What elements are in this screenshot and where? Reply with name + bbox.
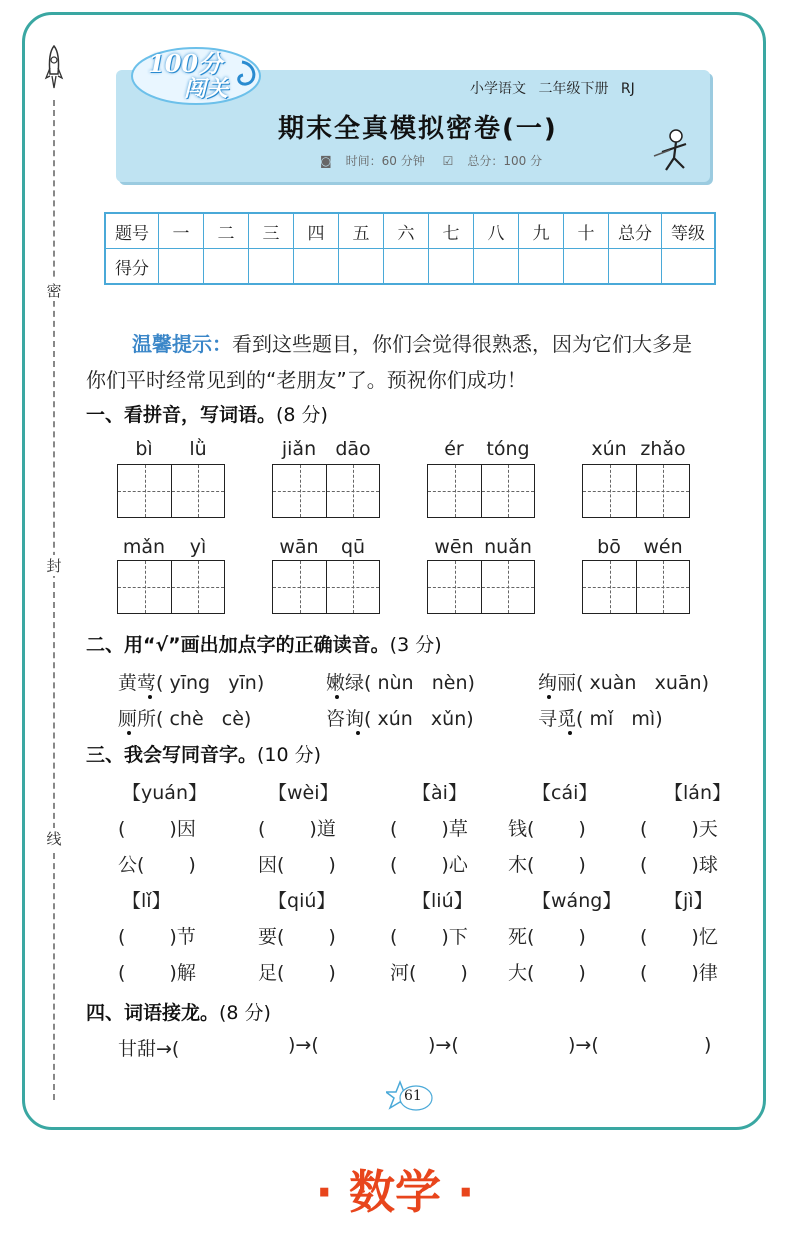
score-table-header-row: [105, 213, 715, 249]
s1-pinyin: wén: [643, 536, 683, 558]
s3-blank[interactable]: 死( ): [508, 926, 586, 948]
section-4-heading: 四、词语接龙。: [86, 1002, 220, 1024]
rocket-icon: [44, 44, 64, 94]
s3-blank[interactable]: 木( ): [508, 854, 586, 876]
s1-pinyin: wān: [279, 536, 319, 558]
section-2-title: [86, 630, 442, 657]
total-score: 总分：100 分: [467, 154, 543, 168]
s2-item[interactable]: 咨询( xún xǔn): [326, 708, 474, 730]
s1-pinyin: bì: [135, 438, 153, 460]
s1-writing-grid[interactable]: [272, 464, 380, 518]
s1-writing-grid[interactable]: [272, 560, 380, 614]
s3-blank[interactable]: 钱( ): [508, 818, 586, 840]
score-input-cell[interactable]: [429, 249, 474, 285]
footer-subject: · 数学 ·: [315, 1165, 475, 1219]
s3-blank[interactable]: ( )天: [640, 818, 718, 840]
score-input-cell[interactable]: [609, 249, 662, 285]
section-3-heading: 三、我会写同音字。: [86, 744, 258, 766]
score-input-cell[interactable]: [564, 249, 609, 285]
s1-pinyin: dāo: [335, 438, 371, 460]
s4-chain-part[interactable]: )→(: [288, 1034, 319, 1056]
tip-line-1: 看到这些题目，你们会觉得很熟悉，因为它们大多是: [232, 332, 692, 356]
s1-pinyin: bō: [597, 536, 621, 558]
score-input-cell[interactable]: [474, 249, 519, 285]
s1-pinyin: qū: [340, 536, 366, 558]
time-limit: 时间：60 分钟: [345, 154, 425, 168]
s3-blank[interactable]: ( )节: [118, 926, 196, 948]
s3-blank[interactable]: 河( ): [390, 962, 468, 984]
s2-item[interactable]: 寻觅( mǐ mì): [538, 708, 663, 730]
ninja-icon: [650, 126, 700, 176]
s3-blank[interactable]: 因( ): [258, 854, 336, 876]
s1-writing-grid[interactable]: [427, 464, 535, 518]
logo-bottom-text: 闯关: [184, 77, 229, 102]
tip-label: 温馨提示：: [132, 332, 232, 356]
logo-top-text: 100分: [148, 49, 223, 78]
score-input-cell[interactable]: [339, 249, 384, 285]
s3-pinyin: 【wèi】: [268, 782, 339, 804]
score-cell: 五: [339, 213, 384, 249]
section-2-points: (3 分): [389, 634, 442, 656]
s1-pinyin: tóng: [486, 438, 530, 460]
s2-item[interactable]: 嫩绿( nùn nèn): [326, 672, 475, 694]
s2-item[interactable]: 黄莺( yīng yīn): [118, 672, 265, 694]
s2-item[interactable]: 绚丽( xuàn xuān): [538, 672, 709, 694]
emphasis-dot: [547, 695, 551, 699]
section-1-points: (8 分): [276, 404, 328, 426]
score-cell: 一: [159, 213, 204, 249]
s3-pinyin: 【jì】: [664, 890, 713, 912]
s3-blank[interactable]: ( )球: [640, 854, 718, 876]
edition: RJ: [620, 81, 635, 97]
score-row-label: 得分: [105, 249, 159, 285]
score-cell: 总分: [609, 213, 662, 249]
tip-paragraph: [86, 326, 750, 398]
s3-pinyin: 【ài】: [412, 782, 467, 804]
emphasis-dot: [568, 731, 572, 735]
section-1-heading: 一、看拼音，写词语。: [86, 404, 277, 426]
subject: 小学语文: [470, 81, 526, 97]
s3-blank[interactable]: 大( ): [508, 962, 586, 984]
emphasis-dot: [127, 731, 131, 735]
s3-blank[interactable]: ( )律: [640, 962, 718, 984]
s3-blank[interactable]: ( )道: [258, 818, 336, 840]
s3-blank[interactable]: 公( ): [118, 854, 196, 876]
s3-pinyin: 【qiú】: [268, 890, 336, 912]
s3-pinyin: 【liú】: [412, 890, 473, 912]
clock-icon: ◙: [320, 154, 332, 168]
page-number: [386, 1078, 436, 1118]
footer-subject-text: 数学: [349, 1165, 441, 1219]
section-4-title: [86, 998, 271, 1025]
s1-pinyin: xún: [591, 438, 627, 460]
section-3-title: [86, 740, 321, 767]
s2-item[interactable]: 厕所( chè cè): [118, 708, 252, 730]
score-cell: 七: [429, 213, 474, 249]
score-input-cell[interactable]: [662, 249, 716, 285]
s3-blank[interactable]: ( )心: [390, 854, 468, 876]
score-table-score-row: [105, 249, 715, 285]
score-cell: 三: [249, 213, 294, 249]
s3-blank[interactable]: ( )下: [390, 926, 468, 948]
s1-pinyin: yì: [189, 536, 207, 558]
score-cell: 六: [384, 213, 429, 249]
s3-blank[interactable]: 足( ): [258, 962, 336, 984]
section-1-title: [86, 400, 328, 427]
s3-blank[interactable]: ( )忆: [640, 926, 718, 948]
binding-line: [53, 100, 55, 1100]
page-number-text: 61: [404, 1088, 422, 1104]
score-input-cell[interactable]: [294, 249, 339, 285]
score-input-cell[interactable]: [384, 249, 429, 285]
score-cell: 四: [294, 213, 339, 249]
check-icon: ☑: [442, 154, 454, 168]
score-input-cell[interactable]: [204, 249, 249, 285]
emphasis-dot: [356, 731, 360, 735]
section-2-heading: 二、用“√”画出加点字的正确读音。: [86, 634, 390, 656]
s3-blank[interactable]: ( )草: [390, 818, 468, 840]
score-cell: 十: [564, 213, 609, 249]
s1-writing-grid[interactable]: [582, 560, 690, 614]
s3-pinyin: 【wáng】: [532, 890, 622, 912]
s1-pinyin: wēn: [434, 536, 474, 558]
s1-writing-grid[interactable]: [427, 560, 535, 614]
s4-chain-part[interactable]: 甘甜→(: [118, 1038, 180, 1060]
s4-chain-part[interactable]: )→(: [428, 1034, 459, 1056]
score-input-cell[interactable]: [519, 249, 564, 285]
s3-pinyin: 【lǐ】: [122, 890, 171, 912]
logo: [130, 42, 268, 108]
page-title: 期末全真模拟密卷(一): [278, 114, 558, 144]
score-cell: 九: [519, 213, 564, 249]
s4-chain-part[interactable]: )→(: [568, 1034, 599, 1056]
s1-writing-grid[interactable]: [117, 560, 225, 614]
s1-pinyin: ér: [444, 438, 464, 460]
s1-pinyin: mǎn: [122, 536, 166, 558]
s3-pinyin: 【cái】: [532, 782, 598, 804]
s3-blank[interactable]: ( )因: [118, 818, 196, 840]
exam-info: [320, 152, 556, 169]
s1-pinyin: nuǎn: [484, 536, 532, 558]
s1-writing-grid[interactable]: [117, 464, 225, 518]
s3-blank[interactable]: ( )解: [118, 962, 196, 984]
score-input-cell[interactable]: [159, 249, 204, 285]
s4-chain-part: ): [704, 1034, 712, 1056]
s3-pinyin: 【lán】: [664, 782, 731, 804]
s1-pinyin: jiǎn: [281, 438, 317, 460]
s3-pinyin: 【yuán】: [122, 782, 208, 804]
grade: 二年级下册: [538, 81, 609, 97]
score-cell: 二: [204, 213, 249, 249]
subject-line: [470, 78, 635, 98]
score-cell: 题号: [105, 213, 159, 249]
score-table: [104, 212, 716, 285]
s3-blank[interactable]: 要( ): [258, 926, 336, 948]
s1-pinyin: zhǎo: [640, 438, 686, 460]
score-input-cell[interactable]: [249, 249, 294, 285]
emphasis-dot: [148, 695, 152, 699]
side-char-line: 线: [44, 828, 64, 849]
score-cell: 等级: [662, 213, 716, 249]
s1-writing-grid[interactable]: [582, 464, 690, 518]
s1-pinyin: lǜ: [189, 438, 207, 460]
score-cell: 八: [474, 213, 519, 249]
emphasis-dot: [335, 695, 339, 699]
section-3-points: (10 分): [257, 744, 322, 766]
tip-line-2: 你们平时经常见到的“老朋友”了。预祝你们成功！: [86, 368, 527, 392]
side-char-close: 封: [44, 555, 64, 576]
side-char-seal: 密: [44, 280, 64, 301]
section-4-points: (8 分): [219, 1002, 271, 1024]
